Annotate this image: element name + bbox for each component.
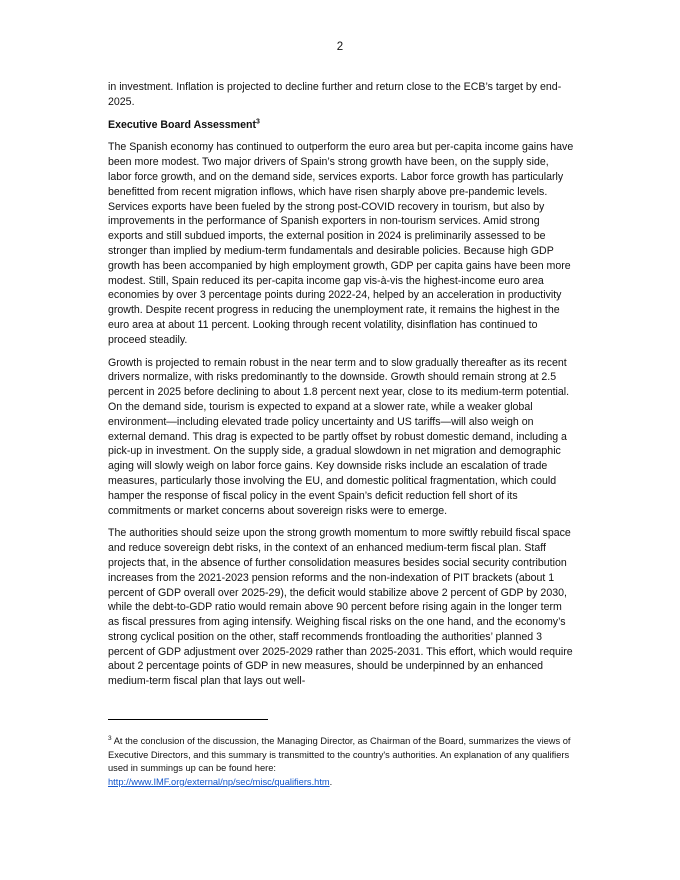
footnote-link-suffix: . [329,776,333,787]
paragraph-fiscal-policy: The authorities should seize upon the strong growth momentum to more swiftly rebuild fiscal space and reduce sovereign debt risks, in the context of an enhanced medium-term fiscal plan. Staff projects that, in the absence of further consolidation measures besides social security contribution increases from the 2021-2023 pension reforms and the non-indexation of PIT brackets (about 1 percent of GDP overall over 2025-29), the deficit would stabilize above 2 percent of GDP by 2030, while the debt-to-GDP ratio would remain above 90 percent before rising again in the longer term as fiscal pressures from aging intensify. Weighing fiscal risks on the one hand, and the economy’s strong cyclical position on the other, staff recommends frontloading the authorities’ planned 3 percent of GDP adjustment over 2025-2029 rather than 2025-2031. This effort, which would require about 2 percentage points of GDP in new measures, should be underpinned by an enhanced medium-term fiscal plan that lays out well- [108,527,573,688]
section-heading [108,118,574,133]
qualifiers-link[interactable]: http://www.IMF.org/external/np/sec/misc/qualifiers.htm [108,776,330,787]
page-number: 2 [336,41,344,53]
footnote-number: 3 [108,734,112,742]
intro-paragraph: in investment. Inflation is projected to decline further and return close to the ECB’s target by end-2025. [108,81,562,108]
document-body [108,80,574,697]
footnote [108,735,574,789]
footnote-divider [108,719,268,720]
footnote-reference[interactable]: 3 [256,118,260,126]
paragraph-economy-outperform: The Spanish economy has continued to outperform the euro area but per-capita income gains have been more modest. Two major drivers of Spain’s strong growth have been, on the supply side, labor force growth, and on the demand side, services exports. Labor force growth has particularly benefitted from recent migration inflows, which have risen sharply above pre-pandemic levels. Services exports have been fueled by the strong post-COVID recovery in tourism, but also by improvements in the performance of Spanish exporters in non-tourism services. Amid strong exports and still subdued imports, the external position in 2024 is preliminarily assessed to be stronger than implied by medium-term fundamentals and desirable policies. Because high GDP growth has been accompanied by high employment growth, GDP per capita gains have been more modest. Still, Spain reduced its per-capita income gap vis-à-vis the highest-income euro area economies by over 3 percentage points during 2022-24, helped by an acceleration in productivity growth. Despite recent progress in reducing the unemployment rate, it remains the highest in the euro area at about 11 percent. Looking through recent volatility, disinflation has continued to proceed steadily. [108,141,574,346]
footnote-text: At the conclusion of the discussion, the Managing Director, as Chairman of the Board, summarizes the views of Executive Directors, and this summary is transmitted to the country's authorities. An explanation of any qualifiers used in summings up can be found here: [108,736,571,774]
section-title: Executive Board Assessment [108,118,256,131]
paragraph-growth-outlook: Growth is projected to remain robust in the near term and to slow gradually thereafter as its recent drivers normalize, with risks predominantly to the downside. Growth should remain strong at 2.5 percent in 2025 before declining to about 1.8 percent next year, close to its medium-term potential. On the demand side, tourism is expected to expand at a slower rate, while a weaker global environment—including elevated trade policy uncertainty and US tariffs—will also weigh on external demand. This drag is expected to be partly offset by robust domestic demand, including a pick-up in investment. On the supply side, a gradual slowdown in net migration and demographic aging will slowly weigh on labor force gains. Key downside risks include an escalation of trade measures, particularly those involving the EU, and domestic political fragmentation, which could hamper the response of fiscal policy in the event Spain’s deficit reduction fell short of its commitments or market concerns about sovereign risks were to emerge. [108,356,570,517]
